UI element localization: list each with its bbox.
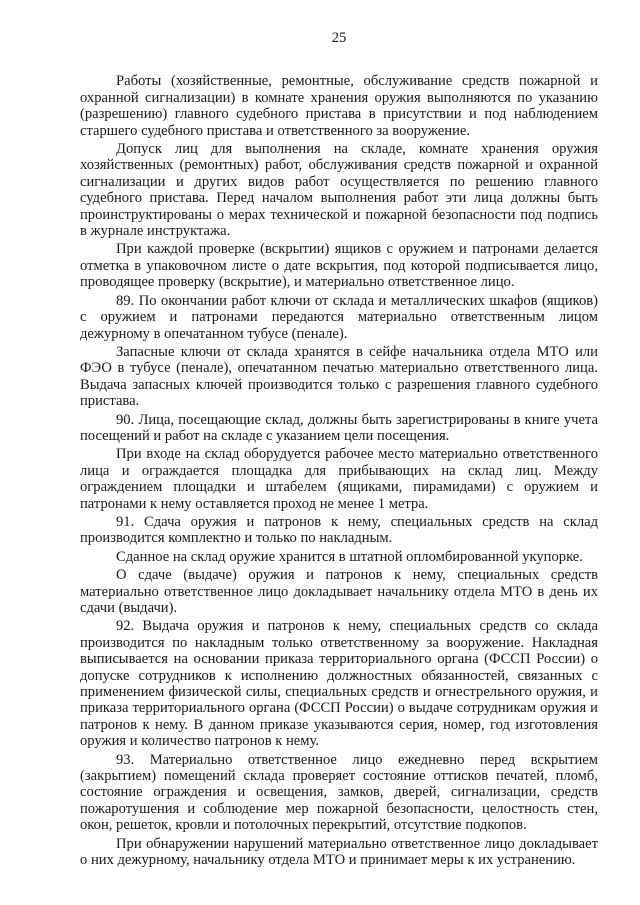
page-number: 25: [331, 30, 347, 46]
paragraph-delivery-report: О сдаче (выдаче) оружия и патронов к нему, специальных средств материально ответственное лицо докладывает начальнику отдела МТО в день их сдачи (выдачи).: [80, 567, 598, 616]
document-page: [80, 30, 598, 871]
paragraph-92-weapon-issue: 92. Выдача оружия и патронов к нему, специальных средств со склада производится по накладным только ответственному за вооружение. Накладная выписывается на основании приказа территориального органа (ФССП России) о допуске сотрудников к исполнению должностных обязанностей, связанных с применением физической силы, специальных средств и огнестрельного оружия, и приказа территориального органа (ФССП России) о выдаче сотрудникам оружия и патронов к нему. В данном приказе указываются серия, номер, год изготовления оружия и количество патронов к нему.: [80, 618, 598, 750]
paragraph-sealed-packaging: Сданное на склад оружие хранится в штатной опломбированной укупорке.: [116, 548, 583, 565]
paragraph-89-keys-handover: 89. По окончании работ ключи от склада и металлических шкафов (ящиков) с оружием и патронами передаются материально ответственным лицом дежурному в опечатанном тубусе (пенале).: [80, 292, 598, 342]
paragraph-91-weapon-delivery: 91. Сдача оружия и патронов к нему, специальных средств на склад производится комплектно и только по накладным.: [80, 513, 598, 547]
paragraph-admission-to-warehouse: Допуск лиц для выполнения на складе, комнате хранения оружия хозяйственных (ремонтных) работ, обслуживания средств пожарной и охранной сигнализации и других видов работ осуществляется по решению главного судебного пристава. Перед началом выполнения работ эти лица должны быть проинструктированы о мерах технической и пожарной безопасности под подпись в журнале инструктажа.: [80, 141, 598, 240]
paragraph-works-in-weapon-room: Работы (хозяйственные, ремонтные, обслуживание средств пожарной и охранной сигнализации) в комнате хранения оружия выполняются по указанию (разрешению) главного судебного пристава в присутствии и под наблюдением старшего судебного пристава и ответственного за вооружение.: [80, 73, 598, 139]
paragraph-spare-keys: Запасные ключи от склада хранятся в сейфе начальника отдела МТО или ФЭО в тубусе (пенале), опечатанном печатью материально ответственного лица. Выдача запасных ключей производится только с разрешения главного судебного пристава.: [80, 343, 598, 410]
paragraph-box-inspection: При каждой проверке (вскрытии) ящиков с оружием и патронами делается отметка в упаковочном листе о дате вскрытия, под которой подписывается лицо, проводящее проверку (вскрытие), и материально ответственное лицо.: [80, 241, 598, 291]
paragraph-90-visitor-registration: 90. Лица, посещающие склад, должны быть зарегистрированы в книге учета посещений и работ на складе с указанием цели посещения.: [80, 411, 598, 444]
paragraph-violation-report: При обнаружении нарушений материально ответственное лицо докладывает о них дежурному, начальнику отдела МТО и принимает меры к их устранению.: [80, 835, 598, 869]
paragraph-workplace-at-entrance: При входе на склад оборудуется рабочее место материально ответственного лица и ограждается площадка для прибывающих на склад лиц. Между ограждением площадки и штабелем (ящиками, пирамидами) с оружием и патронами к нему оставляется проход не менее 1 метра.: [80, 446, 598, 512]
paragraph-93-daily-check: 93. Материально ответственное лицо ежедневно перед вскрытием (закрытием) помещений склада проверяет состояние оттисков печатей, пломб, состояние ограждения и освещения, замков, дверей, сигнализации, средств пожаротушения и соблюдение мер пожарной безопасности, целостность стен, окон, решеток, кровли и потолочных перекрытий, отсутствие подкопов.: [80, 751, 598, 834]
